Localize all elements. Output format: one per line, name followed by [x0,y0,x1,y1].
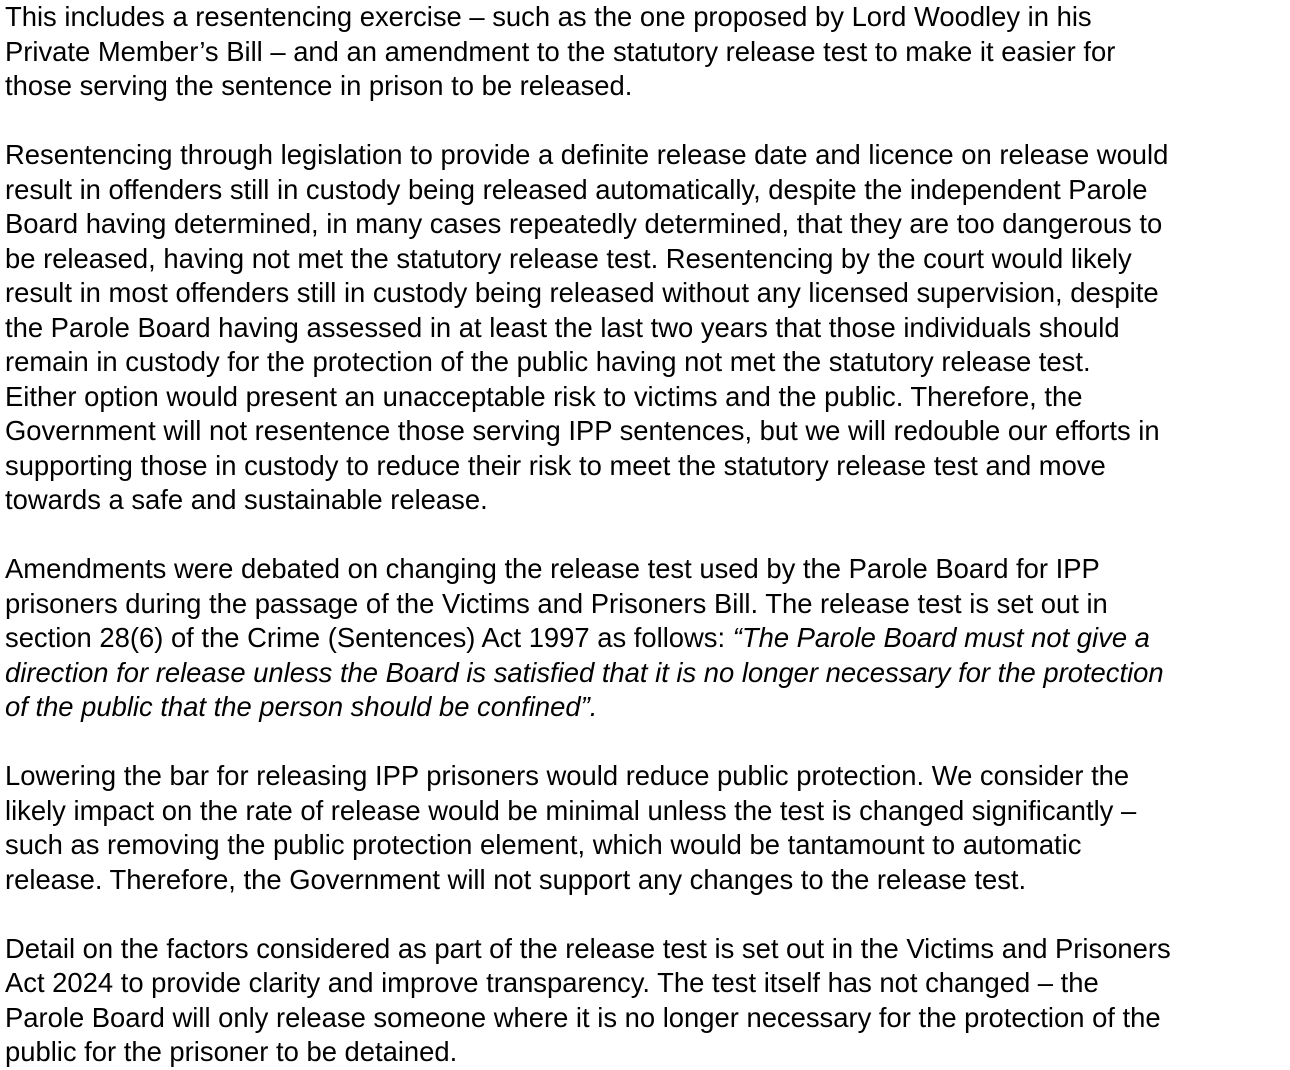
paragraph-lowering-bar: Lowering the bar for releasing IPP prisoners would reduce public protection. We consider the likely impact on the rate of release would be minimal unless the test is changed significantly – such as removing the public protection element, which would be tantamount to automatic release. Therefore, the Government will not support any changes to the release test. [5,760,1137,895]
release-test-quote: “The Parole Board must not give a direction for release unless the Board is satisfied that it is no longer necessary for the protection of the public that the person should be confined”. [5,622,1164,722]
document-body [5,0,1287,1070]
release-test-lead-text: Amendments were debated on changing the release test used by the Parole Board for IPP prisoners during the passage of the Victims and Prisoners Bill. The release test is set out in section 28(6) of the Crime (Sentences) Act 1997 as follows: [5,553,1108,653]
paragraph-release-test-amendments [5,552,1287,725]
paragraph-resentencing-intro: This includes a resentencing exercise – such as the one proposed by Lord Woodley in his Private Member’s Bill – and an amendment to the statutory release test to make it easier for those serving the sentence in prison to be released. [5,1,1116,101]
paragraph-release-test-detail: Detail on the factors considered as part of the release test is set out in the Victims and Prisoners Act 2024 to provide clarity and improve transparency. The test itself has not changed – the Parole Board will only release someone where it is no longer necessary for the protection of the public for the prisoner to be detained. [5,932,1171,1067]
paragraph-resentencing-legislation: Resentencing through legislation to provide a definite release date and licence on release would result in offenders still in custody being released automatically, despite the independent Parole Board having determined, in many cases repeatedly determined, that they are too dangerous to be released, having not met the statutory release test. Resentencing by the court would likely result in most offenders still in custody being released without any licensed supervision, despite the Parole Board having assessed in at least the last two years that those individuals should remain in custody for the protection of the public having not met the statutory release test. Either option would present an unacceptable risk to victims and the public. Therefore, the Government will not resentence those serving IPP sentences, but we will redouble our efforts in supporting those in custody to reduce their risk to meet the statutory release test and move towards a safe and sustainable release. [5,139,1169,515]
